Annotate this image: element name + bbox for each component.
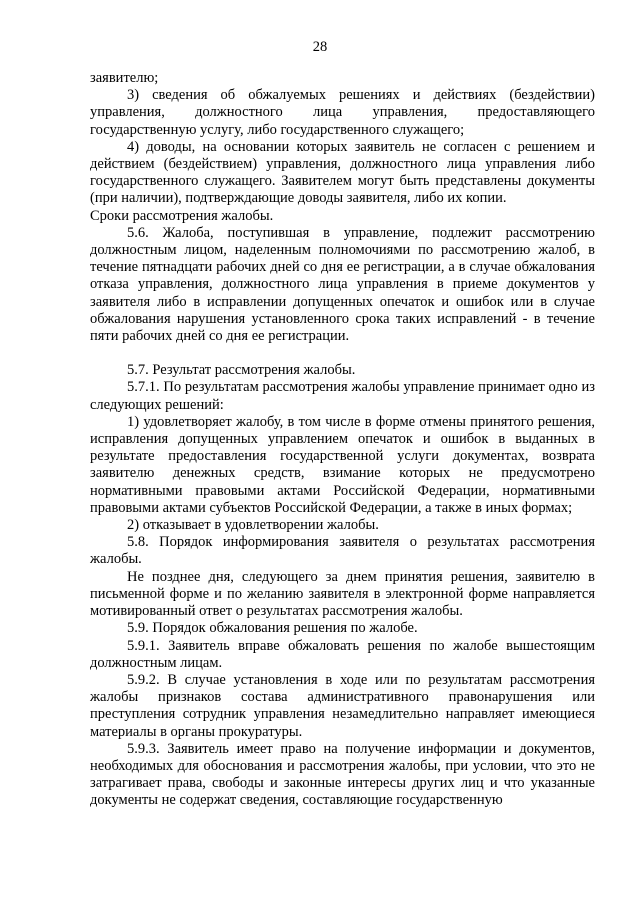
paragraph: 5.9.3. Заявитель имеет право на получение информации и документов, необходимых для обоснования и рассмотрения жалобы, при условии, что это не затрагивает права, свободы и законные интересы других лиц и что указанные документы не содержат сведения, составляющие государственную [90,740,595,809]
paragraph: 5.9.1. Заявитель вправе обжаловать решения по жалобе вышестоящим должностным лицам. [90,637,595,671]
paragraph: 2) отказывает в удовлетворении жалобы. [127,517,379,534]
paragraph: 4) доводы, на основании которых заявитель не согласен с решением и действием (бездействием) управления, должностного лица управления либо государственного служащего. Заявителем могут быть представлены документы (при наличии), подтверждающие доводы заявителя, либо их копии. [90,138,595,207]
paragraph: 5.8. Порядок информирования заявителя о результатах рассмотрения жалобы. [90,534,595,568]
paragraph: Сроки рассмотрения жалобы. [90,207,274,224]
page-number: 28 [312,39,328,55]
paragraph: Не позднее дня, следующего за днем принятия решения, заявителю в письменной форме и по желанию заявителя в электронной форме направляется мотивированный ответ о результатах рассмотрения жалобы. [90,568,595,620]
paragraph: 1) удовлетворяет жалобу, в том числе в форме отмены принятого решения, исправления допущенных управлением опечаток и ошибок в выданных в результате предоставления государственной услуги документах, возврата заявителю денежных средств, взимание которых не предусмотрено нормативными правовыми актами Российской Федерации, нормативными правовыми актами субъектов Российской Федерации, а также в иных формах; [90,413,595,516]
paragraph: 3) сведения об обжалуемых решениях и действиях (бездействии) управления, должностного лица управления, предоставляющего государственную услугу, либо государственного служащего; [90,87,595,138]
paragraph: 5.9. Порядок обжалования решения по жалобе. [127,620,418,637]
paragraph: 5.6. Жалоба, поступившая в управление, подлежит рассмотрению должностным лицом, наделенным полномочиями по рассмотрению жалоб, в течение пятнадцати рабочих дней со дня ее регистрации, а в случае обжалования отказа управления, должностного лица управления в приеме документов у заявителя либо в исправлении допущенных опечаток и ошибок или в случае обжалования нарушения установленного срока таких исправлений - в течение пяти рабочих дней со дня ее регистрации. [90,224,595,345]
section-heading: 5.7. Результат рассмотрения жалобы. [127,362,356,379]
document-body [90,70,595,810]
paragraph: 5.7.1. По результатам рассмотрения жалобы управление принимает одно из следующих решений: [90,379,595,413]
paragraph: 5.9.2. В случае установления в ходе или по результатам рассмотрения жалобы признаков состава административного правонарушения или преступления сотрудник управления незамедлительно направляет имеющиеся материалы в органы прокуратуры. [90,671,595,740]
paragraph: заявителю; [90,70,159,86]
